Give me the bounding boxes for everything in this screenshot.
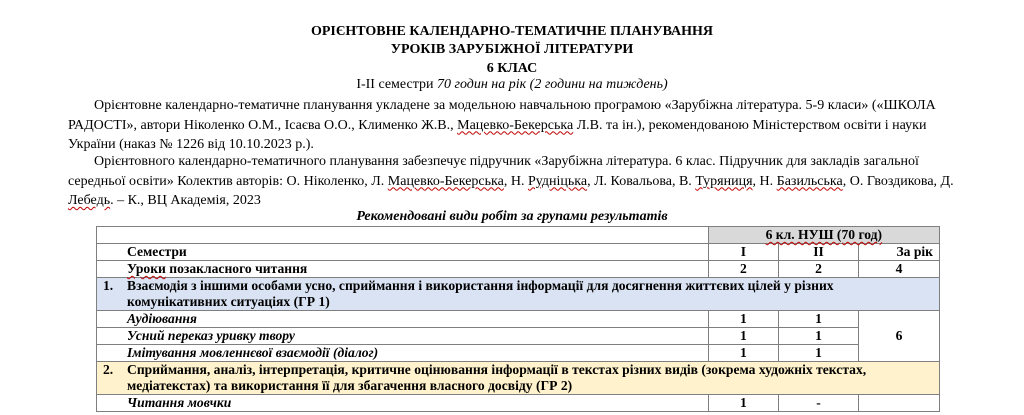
year-header: За рік xyxy=(858,244,939,261)
group-number: 1. xyxy=(103,278,114,293)
group-title-cell xyxy=(97,362,940,395)
row-s2: 1 xyxy=(779,345,859,362)
paragraph-program xyxy=(68,96,968,155)
paragraph-textbook xyxy=(68,152,968,211)
row-label: Уроки позакласного читання xyxy=(97,261,709,278)
paragraph-textbook-text-4: , Н. xyxy=(752,173,777,189)
row-s2: - xyxy=(779,395,859,412)
paragraph-textbook-text-1: Орієнтовного календарно-тематичного планування забезпечує підручник «Зарубіжна література. 6 клас. Підручник для закладів загальної середньої освіти» Колектив авторів: О. Ніколенко, Л. xyxy=(68,154,919,189)
group-number: 2. xyxy=(103,362,114,377)
table-row xyxy=(97,395,940,412)
row-label: Аудіювання xyxy=(97,311,709,328)
group-title: Сприймання, аналіз, інтерпретація, критичне оцінювання інформації в текстах різних видів (зокрема художніх текстах, медіатекстах) та використання її для збагачення власного досвіду (ГР 2) xyxy=(127,362,867,393)
group-year-total: 6 xyxy=(858,311,939,362)
row-year xyxy=(858,395,939,412)
row-label: Усний переказ уривку твору xyxy=(97,328,709,345)
paragraph-textbook-text-3: , Л. Ковальова, В. xyxy=(587,173,696,189)
document-title-line-3: 6 КЛАС xyxy=(486,61,538,76)
document-title-line-1: ОРІЄНТОВНЕ КАЛЕНДАРНО-ТЕМАТИЧНЕ ПЛАНУВАННЯ xyxy=(310,24,714,39)
paragraph-program-text-2: Л.В. та ін.), рекомендованою Міністерством освіти і науки України (наказ № 1226 від 10.10.2023 р.). xyxy=(68,117,927,152)
spellcheck-word: Рудніцька xyxy=(527,173,588,189)
row-s1: 1 xyxy=(708,395,778,412)
group-row-gr1 xyxy=(97,278,940,311)
semester-2-header: ІІ xyxy=(779,244,859,261)
semester-1-header: І xyxy=(708,244,778,261)
semesters-hours: 70 годин на рік (2 години на тиждень) xyxy=(436,77,668,92)
table-row xyxy=(97,261,940,278)
row-s1: 1 xyxy=(708,311,778,328)
semesters-label: І-ІІ семестри xyxy=(356,77,437,92)
document-title-line-2: УРОКІВ ЗАРУБІЖНОЇ ЛІТЕРАТУРИ xyxy=(390,42,634,57)
table-row xyxy=(97,311,940,328)
header-group-label: 6 кл. НУШ (70 год) xyxy=(765,227,883,242)
table-header-row xyxy=(97,227,940,244)
group-title: Взаємодія з іншими особами усно, сприймання і використання інформації для досягнення життєвих цілей у різних комунікативних ситуаціях (ГР 1) xyxy=(127,278,834,309)
table-caption: Рекомендовані види робіт за групами результатів xyxy=(356,209,668,224)
paragraph-program-text-1: Орієнтовне календарно-тематичне планування укладене за модельною навчальною програмою «Зарубіжна література. 5-9 класи» («ШКОЛА РАДОСТІ», автори Ніколенко О.М., Ісаєва О.О., Клименко Ж.В., xyxy=(68,98,936,133)
paragraph-textbook-text-2: , Н. xyxy=(503,173,528,189)
paragraph-textbook-text-6: . – К., ВЦ Академія, 2023 xyxy=(110,193,261,208)
row-s2: 1 xyxy=(779,328,859,345)
semesters-row xyxy=(97,244,940,261)
row-s2: 2 xyxy=(779,261,859,278)
row-label: Імітування мовленнєвої взаємодії (діалог) xyxy=(97,345,709,362)
table-row xyxy=(97,328,940,345)
table-row xyxy=(97,345,940,362)
group-title-cell xyxy=(97,278,940,311)
row-s1: 1 xyxy=(708,345,778,362)
spellcheck-word: Туряниця xyxy=(695,173,753,189)
row-label: Читання мовчки xyxy=(97,395,709,412)
header-group-cell xyxy=(708,227,939,244)
spellcheck-word: Уроки xyxy=(127,261,166,276)
spellcheck-word: Лебедь xyxy=(68,193,111,208)
spellcheck-word: Базильська xyxy=(776,173,843,189)
group-row-gr2 xyxy=(97,362,940,395)
spellcheck-word: Мацевко-Бекерська xyxy=(387,173,504,189)
row-s2: 1 xyxy=(779,311,859,328)
row-year: 4 xyxy=(858,261,939,278)
results-table xyxy=(96,226,940,412)
row-s1: 2 xyxy=(708,261,778,278)
header-empty-cell xyxy=(97,227,709,244)
semesters-label-cell: Семестри xyxy=(97,244,709,261)
semesters-line xyxy=(0,76,1024,94)
row-s1: 1 xyxy=(708,328,778,345)
paragraph-textbook-text-5: , О. Гвоздикова, Д. xyxy=(842,173,954,189)
spellcheck-word: Мацевко-Бекерська xyxy=(457,117,574,133)
